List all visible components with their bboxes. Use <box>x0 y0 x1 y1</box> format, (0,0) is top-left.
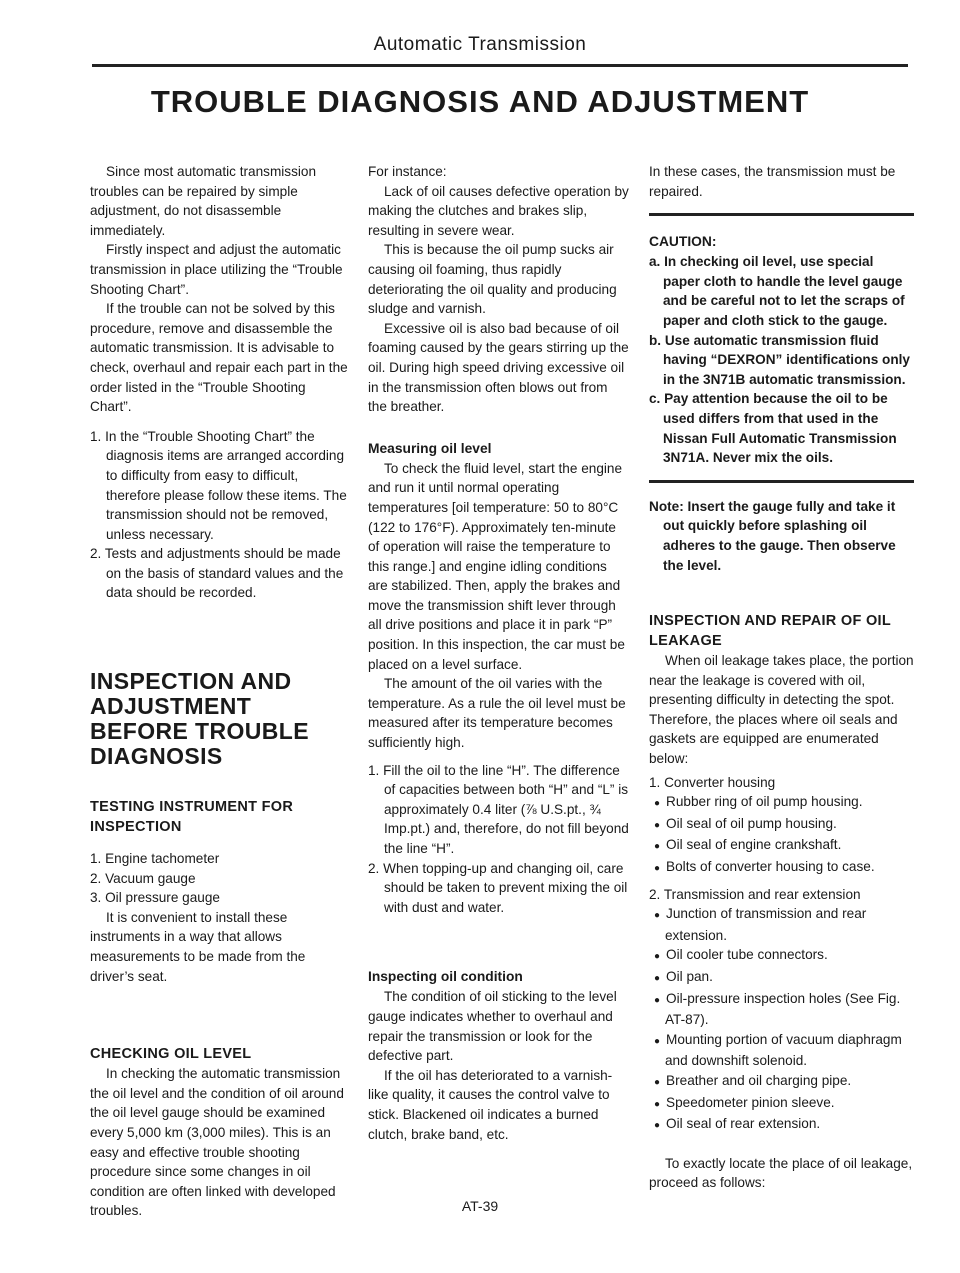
page-number: AT-39 <box>461 1198 499 1214</box>
paragraph: When oil leakage takes place, the portion near the leakage is covered with oil, presenting difficulty in detecting the spot. Therefore, the places where oil seals and gaskets are equipped are enumerated below: <box>649 653 914 767</box>
paragraph: Excessive oil is also bad because of oil foaming caused by the gears stirring up the oil. During high speed driving excessive oil in the transmission often blows out from the breather. <box>368 320 629 415</box>
numbered-item: 1. In the “Trouble Shooting Chart” the diagnosis items are arranged according to difficulty from easy to difficult, therefore please follow these items. The transmission should not be removed, unless necessary. <box>90 428 347 542</box>
paragraph: Lack of oil causes defective operation by making the clutches and brakes slip, resulting in severe wear. <box>368 183 629 238</box>
section-header: Automatic Transmission <box>373 34 587 55</box>
column-right <box>649 162 914 1193</box>
subsection-heading: TESTING INSTRUMENT FOR INSPECTION <box>90 799 294 836</box>
caution-item: a. In checking oil level, use special paper cloth to handle the level gauge and be careful not to let the scraps of paper and cloth stick to the gauge. <box>649 254 905 328</box>
numbered-item: 1. Converter housing <box>649 774 776 790</box>
paragraph: In checking the automatic transmission the oil level and the condition of oil around the oil level gauge should be examined every 5,000 km (3,000 miles). This is an easy and effective trouble shooting procedure since some changes in oil condition are often linked with developed troubles. <box>90 1066 344 1219</box>
paragraph: The condition of oil sticking to the level gauge indicates whether to overhaul and repair the transmission or look for the defective part. <box>368 989 617 1064</box>
bullet-item: ● Oil-pressure inspection holes (See Fig. AT-87). <box>649 989 914 1030</box>
caution-box <box>649 232 914 468</box>
header-rule <box>92 64 908 67</box>
paragraph: The amount of the oil varies with the temperature. As a rule the oil level must be measured after its temperature becomes sufficiently high. <box>368 676 626 751</box>
bullet-item: ● Oil seal of engine crankshaft. <box>649 835 914 857</box>
column-left <box>90 162 350 1221</box>
numbered-item: 2. When topping-up and changing oil, care should be taken to prevent mixing the oil with dust and water. <box>368 860 628 915</box>
column-middle <box>368 162 630 1144</box>
paragraph: To exactly locate the place of oil leakage, proceed as follows: <box>649 1155 913 1191</box>
bullet-item: ● Oil seal of oil pump housing. <box>649 814 914 836</box>
paragraph: If the trouble can not be solved by this procedure, remove and disassemble the automatic transmission. It is advisable to check, overhaul and repair each part in the order listed in the “Trouble Shooting Chart”. <box>90 301 348 415</box>
caution-item: c. Pay attention because the oil to be used differs from that used in the Nissan Full Automatic Transmission 3N71A. Never mix the oils. <box>649 391 897 466</box>
bullet-item: ● Oil seal of rear extension. <box>649 1114 914 1136</box>
section-heading: INSPECTION AND ADJUSTMENT BEFORE TROUBLE DIAGNOSIS <box>90 668 309 770</box>
bullet-item: ● Mounting portion of vacuum diaphragm and downshift solenoid. <box>649 1030 914 1071</box>
caution-heading: CAUTION: <box>649 234 717 250</box>
numbered-item: 2. Transmission and rear extension <box>649 886 861 902</box>
paragraph: It is convenient to install these instruments in a way that allows measurements to be made from the driver’s seat. <box>90 909 306 984</box>
bullet-item: ● Breather and oil charging pipe. <box>649 1071 914 1093</box>
minor-heading: Inspecting oil condition <box>368 969 523 985</box>
numbered-item: 1. Fill the oil to the line “H”. The difference of capacities between both “H” and “L” is approximately 0.4 liter (⅞ U.S.pt., ¾ Imp.pt.) and, therefore, do not fill beyond the line “H”. <box>368 762 629 856</box>
paragraph: Firstly inspect and adjust the automatic transmission in place utilizing the “Trouble Shooting Chart”. <box>90 242 343 297</box>
bullet-item: ● Oil cooler tube connectors. <box>649 945 914 967</box>
minor-heading: Measuring oil level <box>368 440 492 456</box>
page-title: TROUBLE DIAGNOSIS AND ADJUSTMENT <box>150 84 810 119</box>
paragraph: For instance: <box>368 164 447 179</box>
paragraph: Since most automatic transmission troubles can be repaired by simple adjustment, do not disassemble immediately. <box>90 164 317 238</box>
numbered-item: 2. Tests and adjustments should be made on the basis of standard values and the data should be recorded. <box>90 546 344 601</box>
caution-item: b. Use automatic transmission fluid having “DEXRON” identifications only in the 3N71B automatic transmission. <box>649 332 910 387</box>
bullet-item: ● Bolts of converter housing to case. <box>649 857 914 879</box>
paragraph: In these cases, the transmission must be repaired. <box>649 164 896 199</box>
list-item: 1. Engine tachometer <box>90 851 220 867</box>
paragraph: If the oil has deteriorated to a varnish-like quality, it causes the control valve to stick. Blackened oil indicates a burned clutch, brake band, etc. <box>368 1067 613 1142</box>
bullet-item: ● Speedometer pinion sleeve. <box>649 1093 914 1115</box>
subsection-heading: CHECKING OIL LEVEL <box>90 1046 252 1063</box>
subsection-heading: INSPECTION AND REPAIR OF OIL LEAKAGE <box>649 613 891 650</box>
list-item: 2. Vacuum gauge <box>90 870 196 886</box>
paragraph: To check the fluid level, start the engine and run it until normal operating temperatures [oil temperature: 50 to 80°C (122 to 176°F). Approximately ten-minute of operation will raise the temperature to this range.] and engine idling conditions are stabilized. Then, apply the brakes and move the transmission shift lever through all drive positions and place it in park “P” position. In this inspection, the car must be placed on a level surface. <box>368 460 625 672</box>
bullet-item: ● Rubber ring of oil pump housing. <box>649 792 914 814</box>
bullet-item: ● Junction of transmission and rear extension. <box>649 904 914 945</box>
list-item: 3. Oil pressure gauge <box>90 890 220 906</box>
note: Note: Insert the gauge fully and take it out quickly before splashing oil adheres to the gauge. Then observe the level. <box>649 498 896 573</box>
paragraph: This is because the oil pump sucks air causing oil foaming, thus rapidly deteriorating the oil quality and producing sludge and varnish. <box>368 242 617 317</box>
bullet-item: ● Oil pan. <box>649 967 914 989</box>
